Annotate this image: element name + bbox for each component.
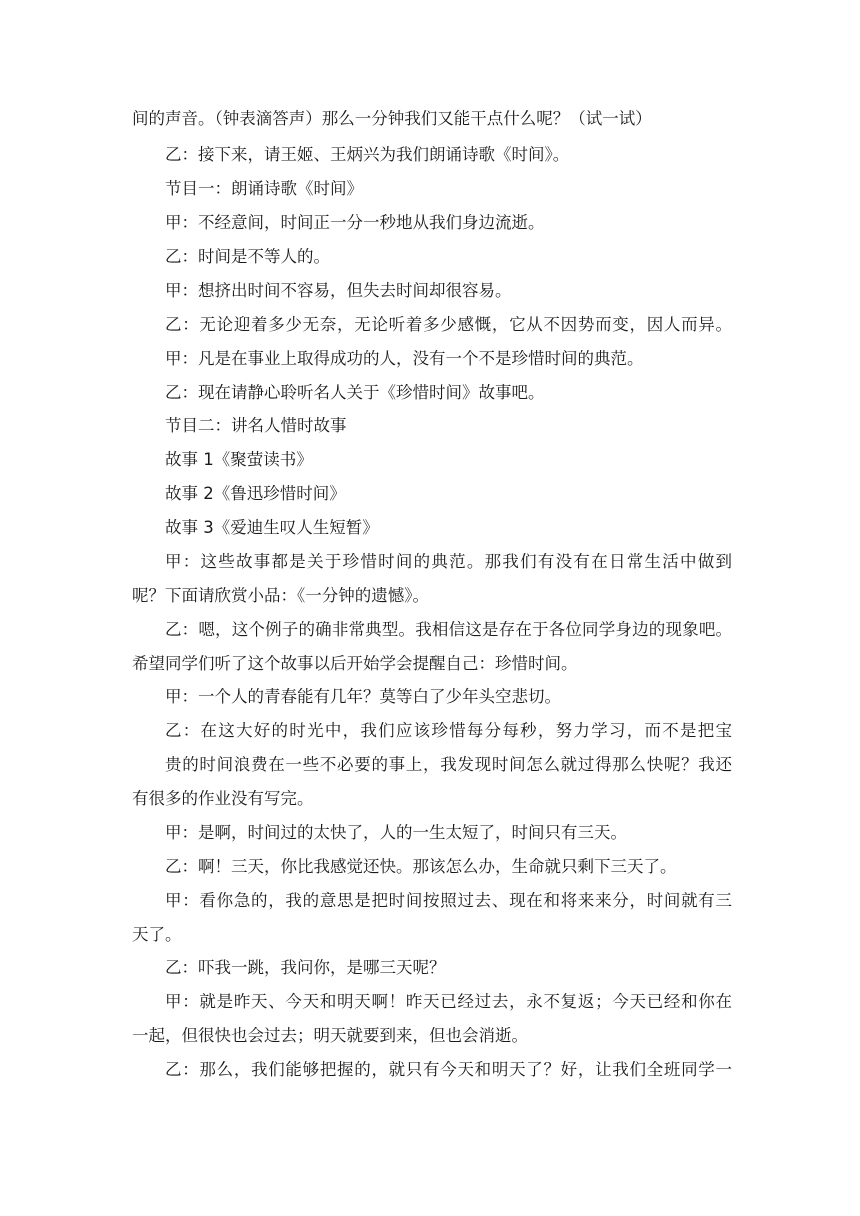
text-line: 甲：就是昨天、今天和明天啊！昨天已经过去，永不复返；今天已经和你在 — [165, 992, 732, 1011]
text-line: 甲：是啊，时间过的太快了，人的一生太短了，时间只有三天。 — [165, 823, 627, 842]
text-line: 希望同学们听了这个故事以后开始学会提醒自己：珍惜时间。 — [132, 654, 578, 673]
text-line: 甲：想挤出时间不容易，但失去时间却很容易。 — [165, 281, 512, 300]
text-line: 甲：看你急的，我的意思是把时间按照过去、现在和将来来分，时间就有三 — [165, 891, 732, 910]
program-heading: 节目二：讲名人惜时故事 — [165, 416, 347, 435]
program-heading: 节目一：朗诵诗歌《时间》 — [165, 179, 363, 198]
story-title: 故事 2《鲁迅珍惜时间》 — [165, 484, 346, 503]
text-line: 天了。 — [132, 925, 182, 944]
text-line: 乙：时间是不等人的。 — [165, 247, 330, 266]
text-line: 乙：那么，我们能够把握的，就只有今天和明天了？好，让我们全班同学一 — [165, 1060, 732, 1079]
text-line: 乙：啊！三天，你比我感觉还快。那该怎么办，生命就只剩下三天了。 — [165, 857, 677, 876]
text-line: 乙：现在请静心聆听名人关于《珍惜时间》故事吧。 — [165, 383, 545, 402]
text-line: 贵的时间浪费在一些不必要的事上，我发现时间怎么就过得那么快呢？我还 — [165, 755, 732, 774]
text-line: 乙：吓我一跳，我问你，是哪三天呢？ — [165, 958, 446, 977]
story-title: 故事 3《爱迪生叹人生短暂》 — [165, 518, 379, 537]
text-line: 乙：嗯，这个例子的确非常典型。我相信这是存在于各位同学身边的现象吧。 — [165, 620, 732, 639]
text-line: 甲：这些故事都是关于珍惜时间的典范。那我们有没有在日常生活中做到 — [165, 552, 732, 571]
text-line: 呢？下面请欣赏小品：《一分钟的遗憾》。 — [132, 586, 429, 605]
text-line: 甲：不经意间，时间正一分一秒地从我们身边流逝。 — [165, 213, 545, 232]
story-title: 故事 1《聚萤读书》 — [165, 450, 313, 469]
text-line: 间的声音。（钟表滴答声）那么一分钟我们又能干点什么呢？（试一试） — [132, 109, 652, 128]
text-line: 有很多的作业没有写完。 — [132, 789, 314, 808]
text-line: 甲：凡是在事业上取得成功的人，没有一个不是珍惜时间的典范。 — [165, 349, 644, 368]
text-line: 乙：接下来，请王姬、王炳兴为我们朗诵诗歌《时间》。 — [165, 145, 570, 164]
text-line: 一起，但很快也会过去；明天就要到来，但也会消逝。 — [132, 1026, 528, 1045]
text-line: 甲：一个人的青春能有几年？莫等白了少年头空悲切。 — [165, 687, 561, 706]
text-line: 乙：在这大好的时光中，我们应该珍惜每分每秒，努力学习，而不是把宝 — [165, 721, 732, 740]
text-line: 乙：无论迎着多少无奈，无论听着多少感慨，它从不因势而变，因人而异。 — [165, 315, 732, 334]
